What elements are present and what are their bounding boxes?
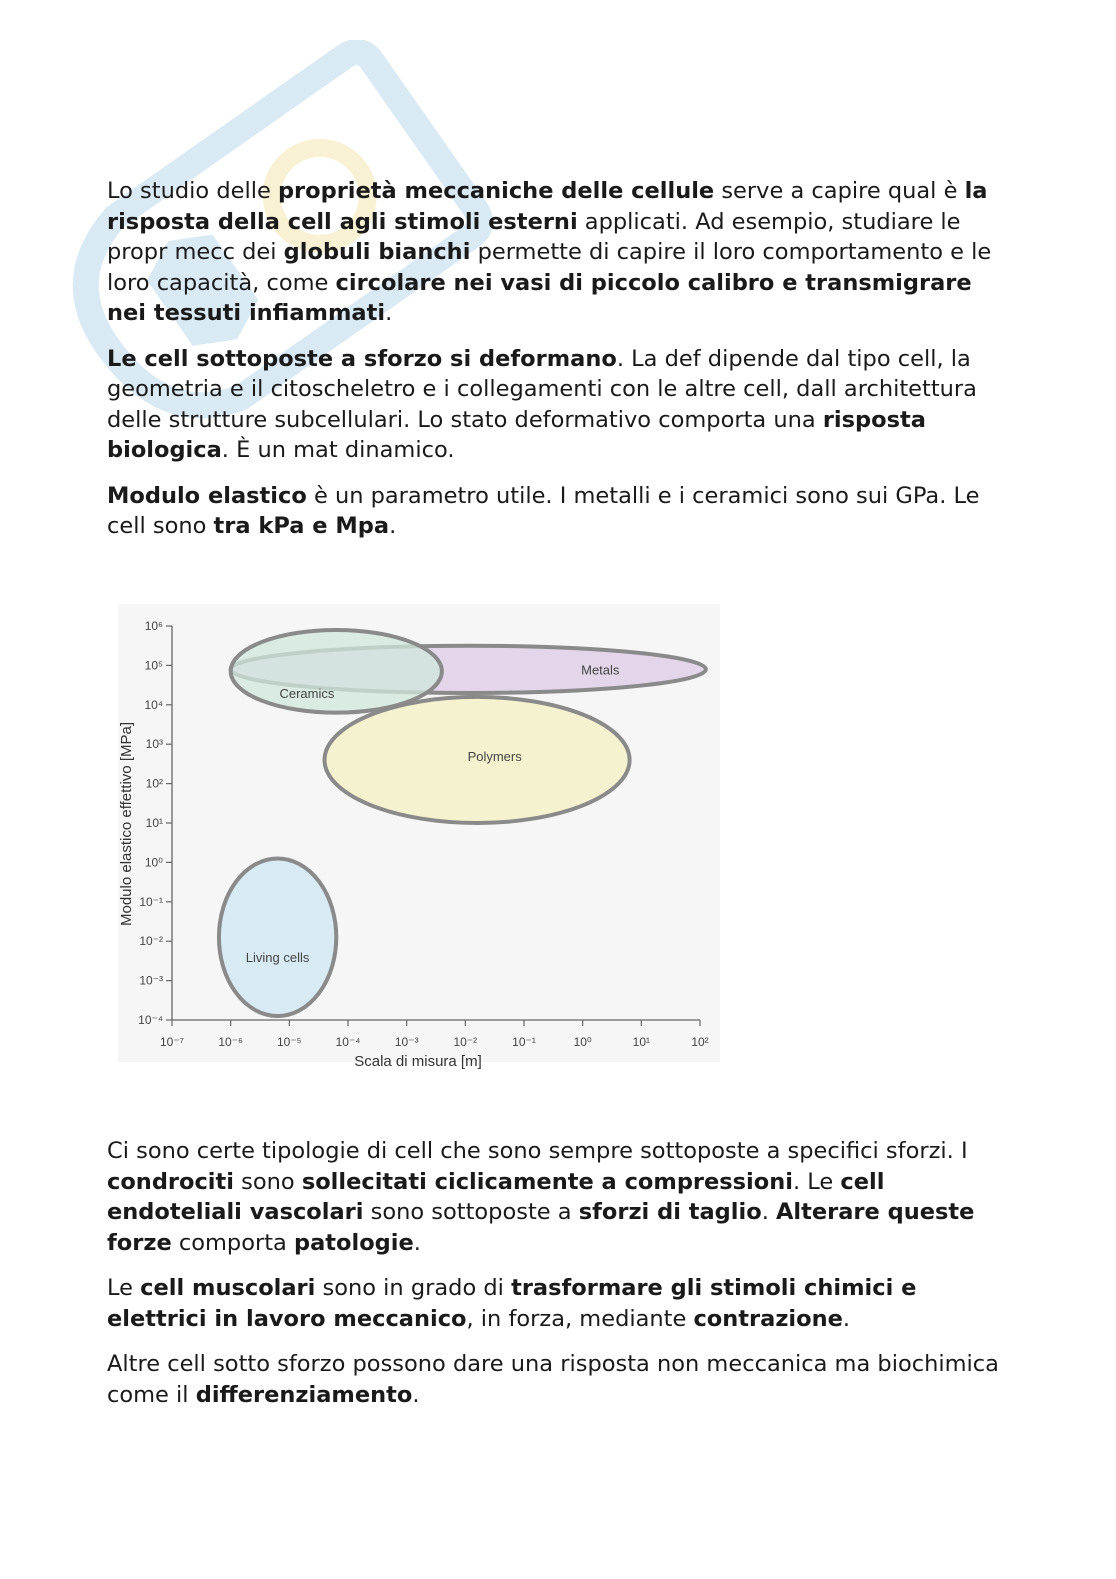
x-tick-label: 10⁻⁵ <box>277 1035 302 1049</box>
text-run: . <box>412 1381 420 1408</box>
y-tick-label: 10⁻³ <box>139 973 163 988</box>
x-tick-label: 10⁻⁴ <box>335 1035 361 1049</box>
x-tick-label: 10² <box>691 1035 709 1049</box>
bold-text: Modulo elastico <box>107 482 307 509</box>
text-block-top <box>107 176 1007 557</box>
paragraph <box>107 1349 1007 1410</box>
paragraph <box>107 344 1007 466</box>
bold-text: contrazione <box>693 1305 843 1332</box>
bold-text: risposta biologica <box>107 406 926 463</box>
region-label: Polymers <box>467 749 522 765</box>
text-run: permette di capire il loro comportamento e le loro capacità, come <box>107 239 992 296</box>
region-living-cells <box>219 858 336 1016</box>
paragraph <box>107 176 1007 329</box>
x-tick-label: 10⁰ <box>573 1035 592 1049</box>
bold-text: Alterare queste forze <box>107 1199 975 1256</box>
bold-text: trasformare gli stimoli chimici e elettrici in lavoro meccanico <box>107 1275 917 1332</box>
paragraph <box>107 1136 1007 1258</box>
text-run: Le <box>107 1275 141 1301</box>
region-label: Living cells <box>245 949 310 965</box>
x-tick-label: 10⁻¹ <box>512 1035 536 1049</box>
y-tick-label: 10² <box>145 776 163 791</box>
bold-text: cell muscolari <box>140 1275 316 1301</box>
text-run: . <box>761 1199 776 1225</box>
text-run: applicati. Ad esempio, studiare le propr mecc dei <box>107 208 961 265</box>
y-tick-label: 10³ <box>145 737 163 752</box>
region-ceramics <box>231 630 442 713</box>
text-run: . <box>413 1229 421 1256</box>
text-block-bottom <box>107 1136 1007 1425</box>
x-tick-label: 10⁻⁶ <box>218 1035 243 1049</box>
x-tick-label: 10¹ <box>632 1035 651 1049</box>
x-tick-label: 10⁻³ <box>394 1035 419 1049</box>
bold-text: globuli bianchi <box>283 239 471 265</box>
y-tick-label: 10⁵ <box>144 658 163 673</box>
bold-text: circolare nei vasi di piccolo calibro e transmigrare nei tessuti infiammati <box>107 269 972 326</box>
paragraph <box>107 1273 1007 1334</box>
y-axis-label: Modulo elastico effettivo [MPa] <box>118 722 135 926</box>
bold-text: sollecitati ciclicamente a compressioni <box>301 1168 793 1195</box>
y-tick-label: 10¹ <box>145 816 163 830</box>
bold-text: proprietà meccaniche delle cellule <box>277 178 715 204</box>
bold-text: Le cell sottoposte a sforzo si deformano <box>107 345 617 372</box>
region-label: Metals <box>581 662 620 678</box>
paragraph <box>107 481 1007 542</box>
x-tick-label: 10⁻⁷ <box>159 1035 185 1049</box>
text-run: . La def dipende dal tipo cell, la geometria e il citoscheletro e i collegamenti con le altre cell, dall architettura delle strutture subcellulari. Lo stato deformativo comporta una <box>107 345 977 433</box>
text-run: . <box>385 300 393 326</box>
bold-text: la risposta della cell agli stimoli esterni <box>107 178 988 235</box>
x-axis-label: Scala di misura [m] <box>354 1053 482 1070</box>
text-run: . È un mat dinamico. <box>221 437 455 463</box>
text-run: . <box>389 513 397 539</box>
text-run: sono in grado di <box>315 1275 512 1301</box>
text-run: serve a capire qual è <box>714 178 965 204</box>
y-tick-label: 10⁻⁴ <box>138 1013 163 1027</box>
bold-text: condrociti <box>107 1168 234 1195</box>
text-run: sono sottoposte a <box>363 1199 579 1225</box>
text-run: . <box>842 1305 851 1332</box>
y-tick-label: 10⁴ <box>144 697 163 712</box>
bold-text: differenziamento <box>195 1381 413 1408</box>
bold-text: patologie <box>293 1229 414 1256</box>
region-label: Ceramics <box>279 685 335 701</box>
bold-text: sforzi di taglio <box>578 1199 762 1225</box>
y-tick-label: 10⁻² <box>139 934 163 949</box>
text-run: comporta <box>171 1229 294 1256</box>
text-run: , in forza, mediante <box>466 1305 694 1332</box>
bold-text: cell endoteliali vascolari <box>107 1168 885 1225</box>
y-tick-label: 10⁰ <box>144 855 163 870</box>
text-run: . Le <box>792 1168 841 1195</box>
text-run: Lo studio delle <box>107 178 278 204</box>
text-run: Altre cell sotto sforzo possono dare una risposta non meccanica ma biochimica come il <box>107 1351 999 1408</box>
text-run: sono <box>234 1168 302 1195</box>
text-run: è un parametro utile. I metalli e i ceramici sono sui GPa. Le cell sono <box>107 482 980 539</box>
elastic-modulus-chart <box>118 604 720 1072</box>
y-tick-label: 10⁶ <box>144 619 163 633</box>
y-tick-label: 10⁻¹ <box>139 894 163 909</box>
x-tick-label: 10⁻² <box>453 1035 478 1049</box>
bold-text: tra kPa e Mpa <box>213 513 390 539</box>
text-run: Ci sono certe tipologie di cell che sono sempre sottoposte a specifici sforzi. I <box>107 1138 968 1164</box>
